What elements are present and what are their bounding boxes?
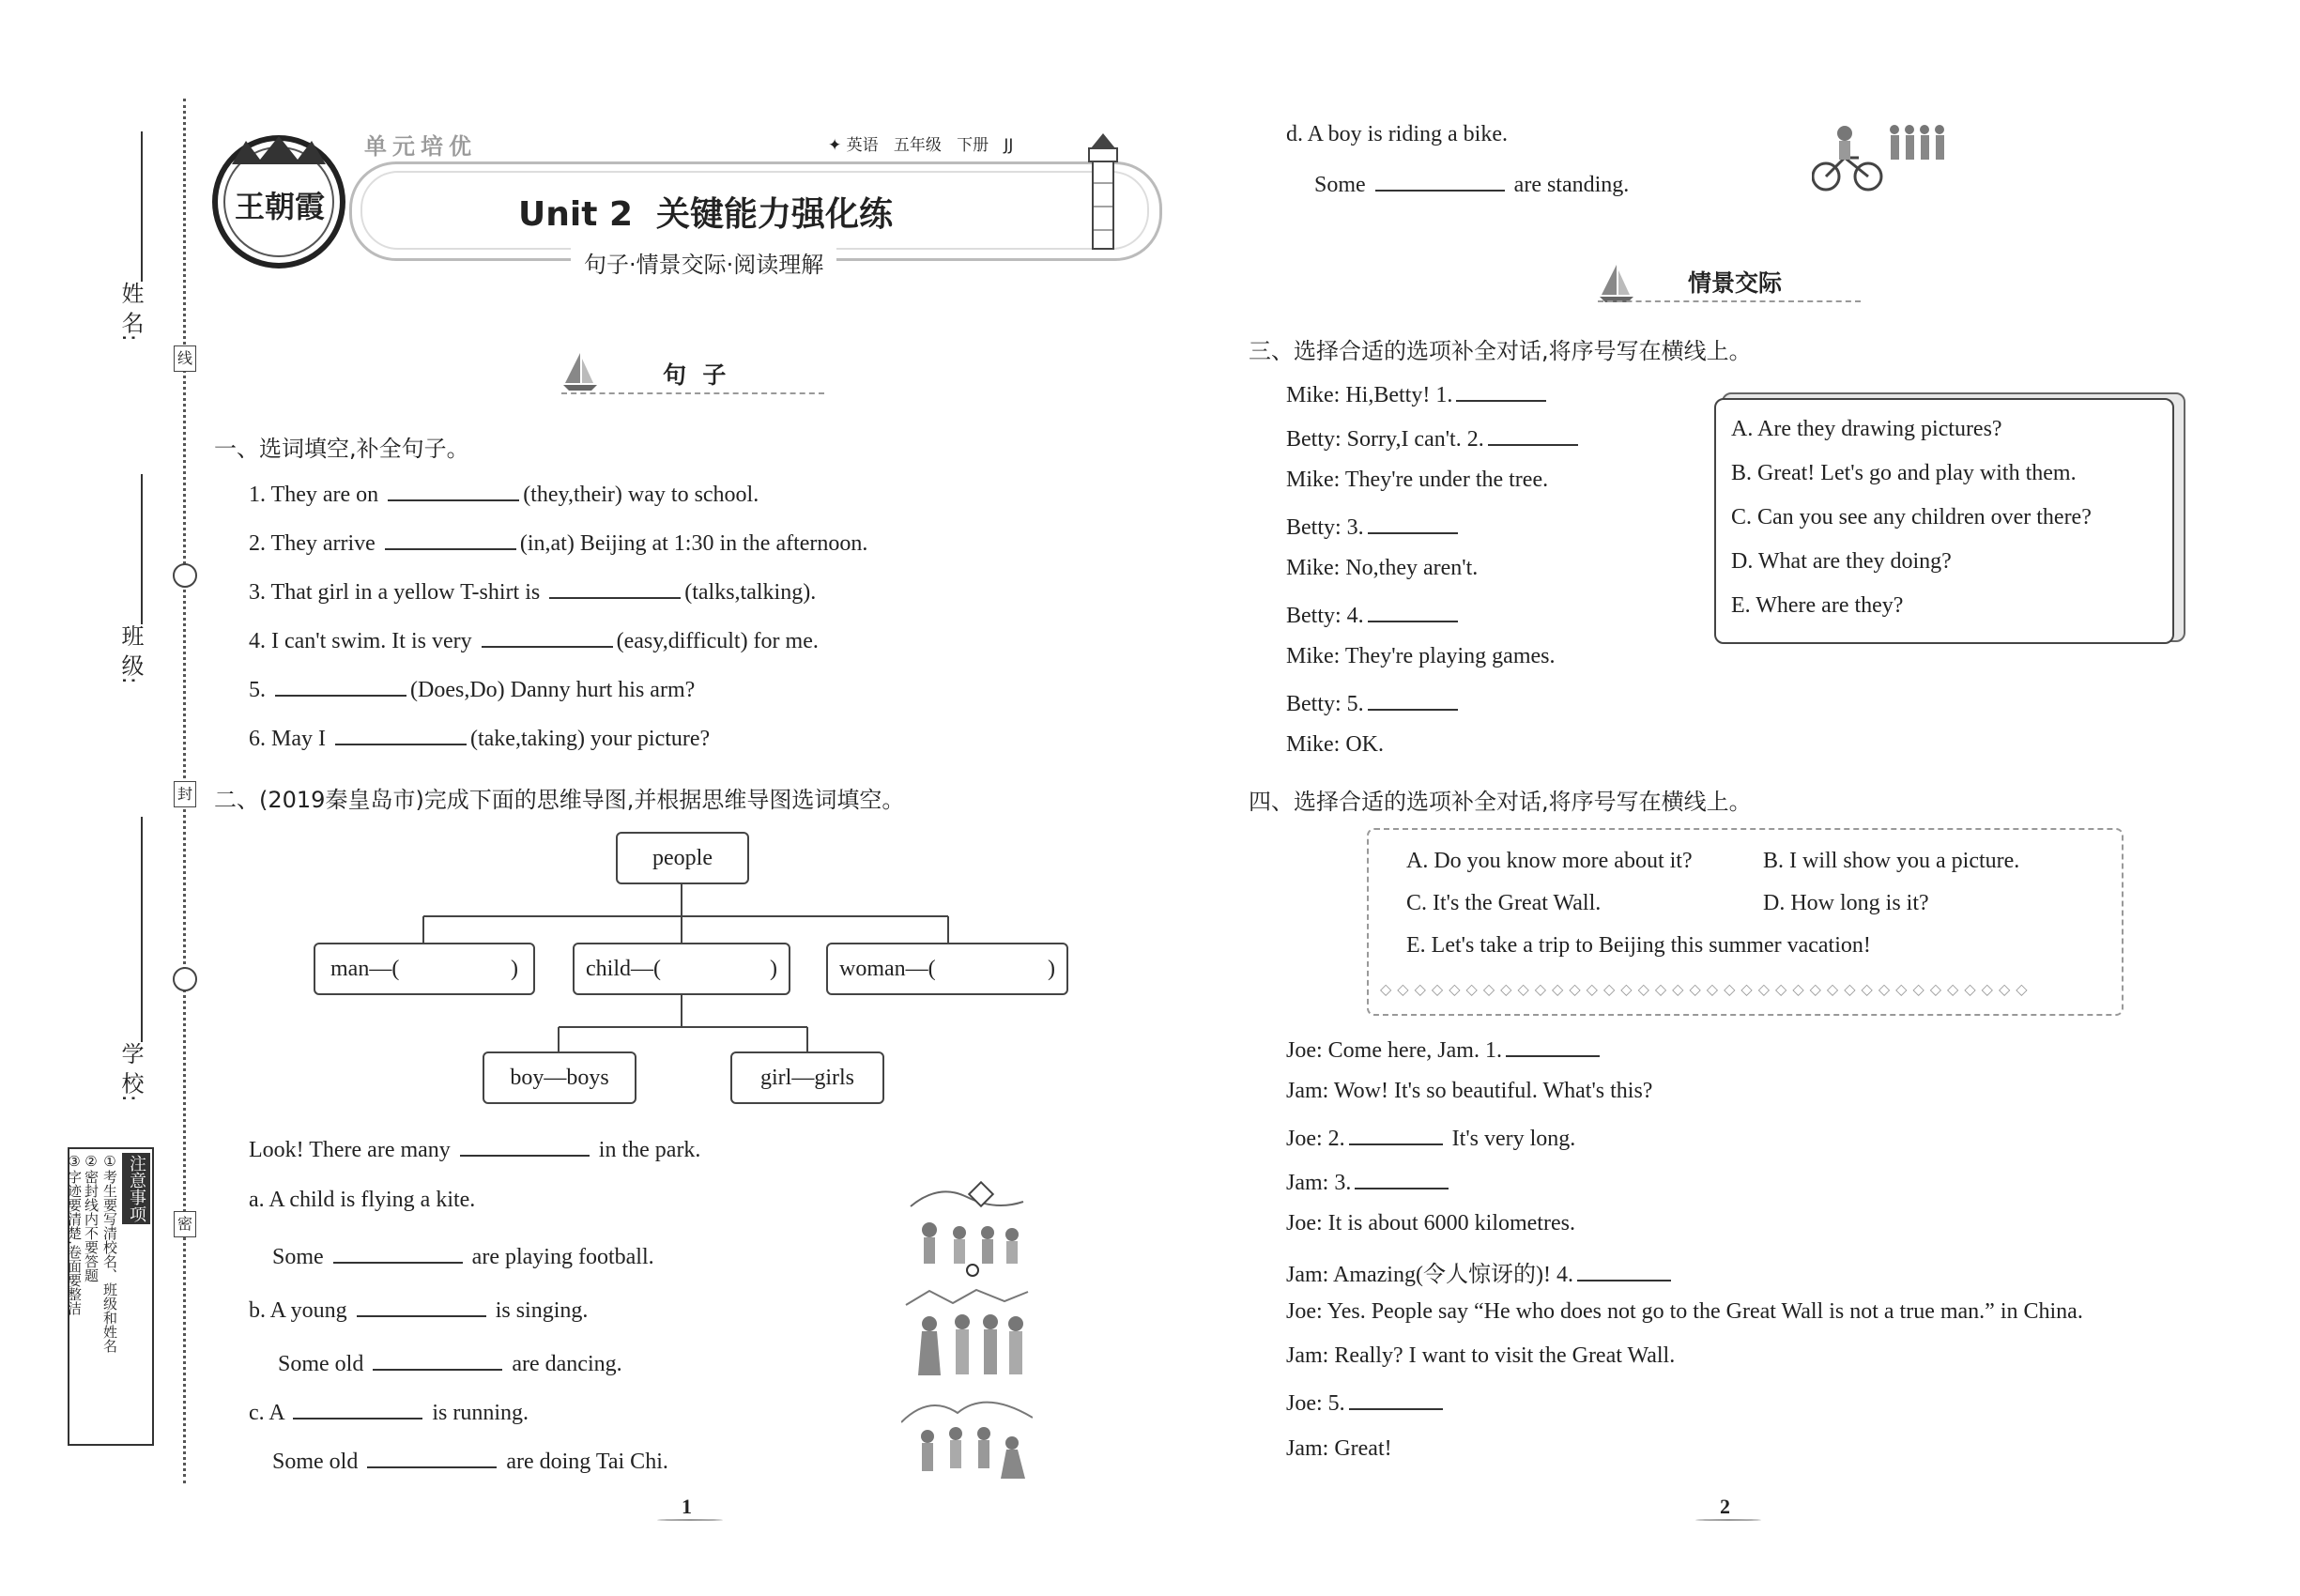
star-icon: ✦ [828, 136, 842, 155]
q1-item-1: 1. They are on (they,their) way to school. [249, 479, 759, 508]
map-man[interactable]: man—( ) [314, 943, 535, 995]
lighthouse-icon [1080, 131, 1127, 253]
q3-title: 三、选择合适的选项补全对话,将序号写在横线上。 [1249, 338, 1752, 364]
note-3: ③字迹要清楚,卷面要整洁 [66, 1153, 83, 1315]
answer-blank[interactable] [335, 723, 467, 745]
answer-blank[interactable] [357, 1295, 486, 1317]
q4-line-2: Jam: Wow! It's so beautiful. What's this? [1286, 1079, 1653, 1103]
q3-line-7: Mike: They're playing games. [1286, 644, 1556, 668]
answer-blank[interactable] [1456, 379, 1546, 402]
meta-code: JJ [1004, 136, 1014, 155]
q4-line-3: Joe: 2. It's very long. [1286, 1123, 1575, 1152]
map-child[interactable]: child—( ) [573, 943, 790, 995]
map-root: people [616, 832, 749, 884]
q3-line-6: Betty: 4. [1286, 600, 1462, 629]
q2-title: 二、(2019秦皇岛市)完成下面的思维导图,并根据思维导图选词填空。 [214, 787, 905, 813]
q4-line-6: Jam: Amazing(令人惊讶的)! 4. [1286, 1255, 1675, 1288]
answer-blank[interactable] [373, 1348, 502, 1371]
running-taichi-illustration [901, 1385, 1033, 1488]
singing-dancing-illustration [901, 1286, 1033, 1389]
look-sentence: Look! There are many in the park. [249, 1134, 700, 1163]
page-number-1: 1 [682, 1495, 692, 1518]
item-b-2: Some old are dancing. [278, 1348, 622, 1377]
notes-box [68, 1147, 154, 1446]
kite-football-illustration [901, 1178, 1033, 1281]
item-d-2: Some are standing. [1314, 169, 1629, 198]
q4-option-e: E. Let's take a trip to Beijing this summer vacation! [1406, 933, 1871, 958]
seal-mark-dense: 密 [174, 1211, 196, 1237]
answer-blank[interactable] [388, 479, 519, 501]
item-c-2: Some old are doing Tai Chi. [272, 1446, 668, 1475]
answer-blank[interactable] [1368, 512, 1458, 534]
q3-line-1: Mike: Hi,Betty! 1. [1286, 379, 1550, 408]
page-title: Unit 2 关键能力强化练 [518, 195, 894, 234]
meta-grade: 五年级 [893, 136, 942, 155]
section-underline [1598, 300, 1861, 302]
q3-option-d: D. What are they doing? [1731, 549, 1952, 574]
answer-blank[interactable] [1349, 1123, 1443, 1145]
q1-item-6: 6. May I (take,taking) your picture? [249, 723, 710, 752]
item-d-1: d. A boy is riding a bike. [1286, 122, 1508, 146]
answer-blank[interactable] [549, 576, 681, 599]
series-label: 单元培优 [364, 133, 477, 160]
q4-title: 四、选择合适的选项补全对话,将序号写在横线上。 [1249, 789, 1752, 815]
q4-line-5: Joe: It is about 6000 kilometres. [1286, 1211, 1575, 1235]
q4-option-a: A. Do you know more about it? [1406, 849, 1693, 873]
q3-option-a: A. Are they drawing pictures? [1731, 417, 2002, 441]
section-title-dialogue: 情景交际 [1688, 269, 1783, 297]
logo-badge [208, 131, 349, 272]
item-b-1: b. A young is singing. [249, 1295, 588, 1324]
answer-blank[interactable] [1577, 1259, 1671, 1281]
q4-options-box [1367, 828, 2124, 1016]
answer-blank[interactable] [482, 625, 613, 648]
q1-item-2: 2. They arrive (in,at) Beijing at 1:30 in the afternoon. [249, 528, 867, 557]
answer-blank[interactable] [367, 1446, 497, 1468]
answer-blank[interactable] [1368, 600, 1458, 622]
logo-text: 王朝霞 [235, 189, 326, 224]
section-title-sentences: 句 子 [663, 361, 727, 389]
q3-option-c: C. Can you see any children over there? [1731, 505, 2092, 529]
q4-line-4: Jam: 3. [1286, 1167, 1452, 1196]
class-label: 班 级: [117, 624, 144, 684]
answer-blank[interactable] [385, 528, 516, 550]
meta-subject: 英语 [846, 136, 879, 155]
class-line [141, 474, 143, 624]
q4-option-c: C. It's the Great Wall. [1406, 891, 1602, 915]
q4-line-7: Joe: Yes. People say “He who does not go to the Great Wall is not a true man.” in China. [1286, 1299, 2083, 1324]
q3-options-box [1714, 398, 2174, 644]
q1-item-4: 4. I can't swim. It is very (easy,difficult) for me. [249, 625, 819, 654]
map-girl: girl—girls [730, 1051, 884, 1104]
note-1: ①考生要写清校名、班级和姓名 [101, 1153, 118, 1353]
section-header-dialogue [1598, 261, 1861, 308]
item-c-1: c. A is running. [249, 1397, 529, 1426]
map-woman[interactable]: woman—( ) [826, 943, 1068, 995]
answer-blank[interactable] [1375, 169, 1505, 192]
diamond-border-row: ◇◇◇◇◇◇◇◇◇◇◇◇◇◇◇◇◇◇◇◇◇◇◇◇◇◇◇◇◇◇◇◇◇◇◇◇◇◇ [1380, 980, 2033, 998]
q1-title: 一、选词填空,补全句子。 [214, 436, 469, 462]
answer-blank[interactable] [1488, 423, 1578, 446]
q4-option-d: D. How long is it? [1763, 891, 1929, 915]
q3-line-2: Betty: Sorry,I can't. 2. [1286, 423, 1582, 453]
answer-blank[interactable] [293, 1397, 422, 1420]
notes-title: 注意事项 [122, 1153, 150, 1224]
seal-mark-seal: 封 [174, 781, 196, 807]
q1-item-3: 3. That girl in a yellow T-shirt is (talks,talking). [249, 576, 816, 606]
q4-line-8: Jam: Really? I want to visit the Great Wall. [1286, 1343, 1676, 1368]
seal-mark-line: 线 [174, 345, 196, 372]
sailboat-icon [1598, 261, 1635, 304]
answer-blank[interactable] [1349, 1388, 1443, 1410]
answer-blank[interactable] [1506, 1035, 1600, 1057]
answer-blank[interactable] [460, 1134, 590, 1157]
item-a-1: a. A child is flying a kite. [249, 1188, 476, 1212]
answer-blank[interactable] [1368, 688, 1458, 711]
q3-option-e: E. Where are they? [1731, 593, 1904, 618]
q4-line-1: Joe: Come here, Jam. 1. [1286, 1035, 1603, 1064]
seal-circle-1 [173, 563, 197, 588]
sailboat-icon [561, 349, 599, 392]
page-number-2: 2 [1720, 1495, 1730, 1518]
page-number-1-swash [657, 1519, 723, 1521]
bike-standing-illustration [1812, 120, 1953, 195]
q3-line-5: Mike: No,they aren't. [1286, 556, 1479, 580]
q3-option-b: B. Great! Let's go and play with them. [1731, 461, 2077, 485]
q3-line-8: Betty: 5. [1286, 688, 1462, 717]
q4-line-10: Jam: Great! [1286, 1436, 1392, 1461]
q1-item-5: 5. (Does,Do) Danny hurt his arm? [249, 674, 695, 703]
name-label: 姓 名: [117, 282, 144, 342]
section-underline [561, 392, 824, 394]
q4-line-9: Joe: 5. [1286, 1388, 1447, 1417]
page-subtitle: 句子·情景交际·阅读理解 [571, 246, 836, 279]
q4-option-b: B. I will show you a picture. [1763, 849, 2020, 873]
school-label: 学 校: [117, 1042, 144, 1102]
q3-line-9: Mike: OK. [1286, 732, 1384, 757]
answer-blank[interactable] [333, 1241, 463, 1264]
q3-line-3: Mike: They're under the tree. [1286, 468, 1549, 492]
answer-blank[interactable] [275, 674, 406, 697]
item-a-2: Some are playing football. [272, 1241, 654, 1270]
section-header-sentences [561, 349, 824, 396]
note-2: ②密封线内不要答题 [83, 1153, 100, 1282]
page-number-2-swash [1695, 1519, 1761, 1521]
meta-volume: 下册 [957, 136, 989, 155]
map-boy: boy—boys [483, 1051, 636, 1104]
name-line [141, 131, 143, 282]
q3-line-4: Betty: 3. [1286, 512, 1462, 541]
answer-blank[interactable] [1355, 1167, 1449, 1189]
header-meta [828, 131, 1013, 155]
